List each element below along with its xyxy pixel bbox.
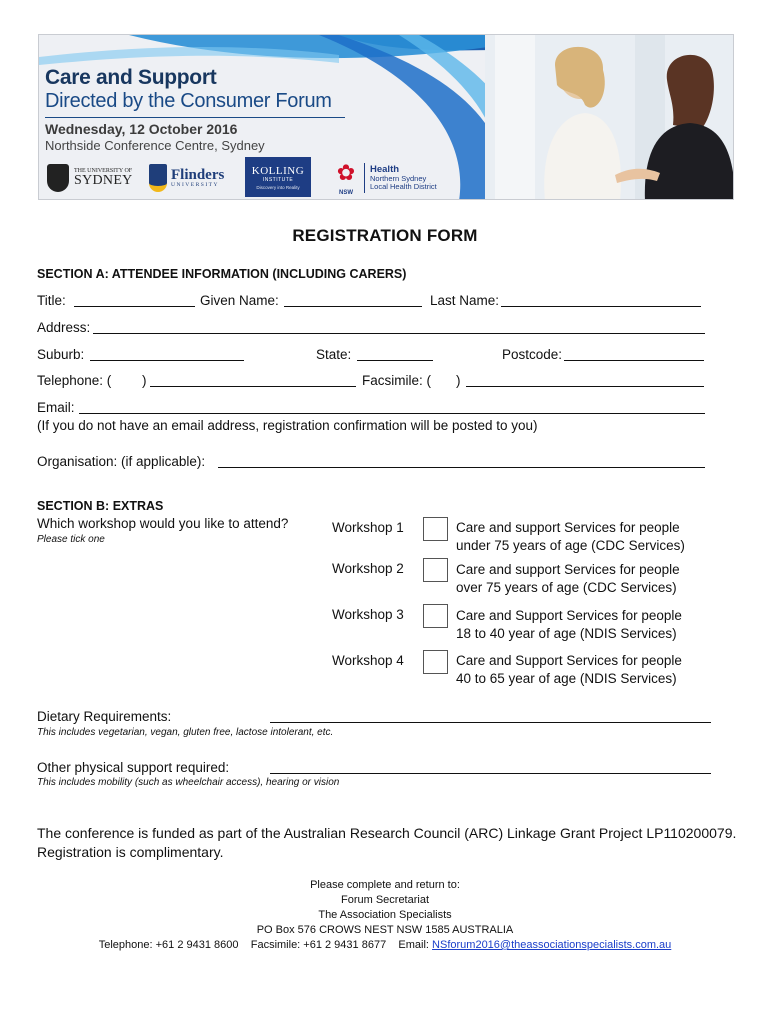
nsw-logo-text: NSW xyxy=(339,190,353,196)
facsimile-close-paren: ) xyxy=(456,373,461,388)
kolling-institute-logo xyxy=(245,157,311,197)
state-field[interactable] xyxy=(357,360,433,361)
physical-support-note: This includes mobility (such as wheelchair access), hearing or vision xyxy=(37,777,340,788)
postcode-label: Postcode: xyxy=(502,347,563,362)
physical-support-label: Other physical support required: xyxy=(37,760,230,775)
workshop-1-desc-line2: under 75 years of age (CDC Services) xyxy=(456,538,685,553)
sydney-logo-small-text: THE UNIVERSITY OF xyxy=(74,168,133,174)
flinders-logo-text: Flinders xyxy=(171,166,225,183)
flinders-university-logo xyxy=(149,159,239,197)
footer-postal-address: PO Box 576 CROWS NEST NSW 1585 AUSTRALIA xyxy=(256,924,514,936)
nsw-district-line1: Northern Sydney xyxy=(370,174,427,184)
workshop-2-description xyxy=(456,561,726,597)
workshop-3-label: Workshop 3 xyxy=(332,607,404,622)
state-label: State: xyxy=(316,347,352,362)
workshop-3-desc-line2: 18 to 40 year of age (NDIS Services) xyxy=(456,626,677,641)
university-of-sydney-logo xyxy=(47,159,141,197)
banner-title: Care and Support xyxy=(45,66,217,89)
workshop-1-description xyxy=(456,519,726,555)
title-label: Title: xyxy=(37,293,66,308)
footer-secretariat: Forum Secretariat xyxy=(340,894,430,906)
workshop-1-checkbox[interactable] xyxy=(423,517,448,541)
workshop-2-desc-line1: Care and support Services for people xyxy=(456,562,680,577)
footer-facsimile: Facsimile: +61 2 9431 8677 xyxy=(250,939,387,951)
kolling-logo-tagline: Discovery into Reality xyxy=(256,184,300,190)
workshop-question: Which workshop would you like to attend? xyxy=(37,516,289,531)
organisation-label: Organisation: (if applicable): xyxy=(37,454,206,469)
workshop-2-checkbox[interactable] xyxy=(423,558,448,582)
event-banner xyxy=(38,34,734,200)
section-b-heading: SECTION B: EXTRAS xyxy=(37,499,164,513)
footer-email-link[interactable]: NSforum2016@theassociationspecialists.com.au xyxy=(432,939,672,951)
waratah-icon: ✿ xyxy=(336,160,356,185)
facsimile-field[interactable] xyxy=(466,386,704,387)
physical-support-field[interactable] xyxy=(270,773,711,774)
dietary-label: Dietary Requirements: xyxy=(37,709,172,724)
postcode-field[interactable] xyxy=(564,360,704,361)
event-venue: Northside Conference Centre, Sydney xyxy=(45,138,265,153)
banner-photo-two-women-handshake xyxy=(485,35,734,200)
footer-email-label: Email: xyxy=(398,939,429,951)
suburb-label: Suburb: xyxy=(37,347,85,362)
title-field[interactable] xyxy=(74,306,195,307)
workshop-2-desc-line2: over 75 years of age (CDC Services) xyxy=(456,580,677,595)
last-name-field[interactable] xyxy=(501,306,701,307)
banner-subtitle: Directed by the Consumer Forum xyxy=(45,90,332,112)
workshop-4-label: Workshop 4 xyxy=(332,653,404,668)
nsw-district-line2: Local Health District xyxy=(370,181,437,191)
footer-organisation: The Association Specialists xyxy=(318,909,452,921)
telephone-close-paren: ) xyxy=(142,373,147,388)
workshop-4-desc-line1: Care and Support Services for people xyxy=(456,653,682,668)
email-label: Email: xyxy=(37,400,75,415)
footer-telephone: Telephone: +61 2 9431 8600 xyxy=(98,939,239,951)
event-date: Wednesday, 12 October 2016 xyxy=(45,121,238,137)
given-name-field[interactable] xyxy=(284,306,422,307)
email-note: (If you do not have an email address, registration confirmation will be posted to you) xyxy=(37,418,538,433)
nsw-health-logo xyxy=(333,159,483,197)
section-a-heading: SECTION A: ATTENDEE INFORMATION (INCLUDING CARERS) xyxy=(37,267,407,281)
kolling-logo-sub: INSTITUTE xyxy=(262,176,294,183)
given-name-label: Given Name: xyxy=(200,293,279,308)
dietary-field[interactable] xyxy=(270,722,711,723)
workshop-3-desc-line1: Care and Support Services for people xyxy=(456,608,682,623)
banner-divider xyxy=(45,117,345,118)
address-field[interactable] xyxy=(93,333,705,334)
address-label: Address: xyxy=(37,320,91,335)
kolling-logo-text: KOLLING xyxy=(251,164,305,177)
workshop-3-checkbox[interactable] xyxy=(423,604,448,628)
workshop-hint: Please tick one xyxy=(37,534,105,545)
sydney-crest-icon xyxy=(47,164,69,192)
organisation-field[interactable] xyxy=(218,467,705,468)
flinders-crest-icon xyxy=(149,164,167,192)
facsimile-label: Facsimile: ( xyxy=(362,373,432,388)
telephone-field[interactable] xyxy=(150,386,356,387)
workshop-2-label: Workshop 2 xyxy=(332,561,404,576)
last-name-label: Last Name: xyxy=(430,293,500,308)
dietary-note: This includes vegetarian, vegan, gluten free, lactose intolerant, etc. xyxy=(37,727,334,738)
workshop-4-checkbox[interactable] xyxy=(423,650,448,674)
workshop-4-desc-line2: 40 to 65 year of age (NDIS Services) xyxy=(456,671,677,686)
suburb-field[interactable] xyxy=(90,360,244,361)
flinders-logo-small-text: UNIVERSITY xyxy=(171,181,219,188)
footer-contact-line xyxy=(0,938,770,953)
logo-separator xyxy=(364,163,365,193)
sydney-logo-text: SYDNEY xyxy=(74,173,133,188)
telephone-label: Telephone: ( xyxy=(37,373,112,388)
workshop-3-description xyxy=(456,607,726,643)
footer-return-instruction: Please complete and return to: xyxy=(310,879,460,891)
workshop-1-desc-line1: Care and support Services for people xyxy=(456,520,680,535)
workshop-1-label: Workshop 1 xyxy=(332,520,404,535)
workshop-4-description xyxy=(456,652,726,688)
nsw-health-text: Health xyxy=(370,164,400,176)
form-title: REGISTRATION FORM xyxy=(292,226,478,245)
email-field[interactable] xyxy=(79,413,705,414)
funding-statement: The conference is funded as part of the Australian Research Council (ARC) Linkage Grant Project LP110200079. Registration is complimentary. xyxy=(37,825,737,860)
